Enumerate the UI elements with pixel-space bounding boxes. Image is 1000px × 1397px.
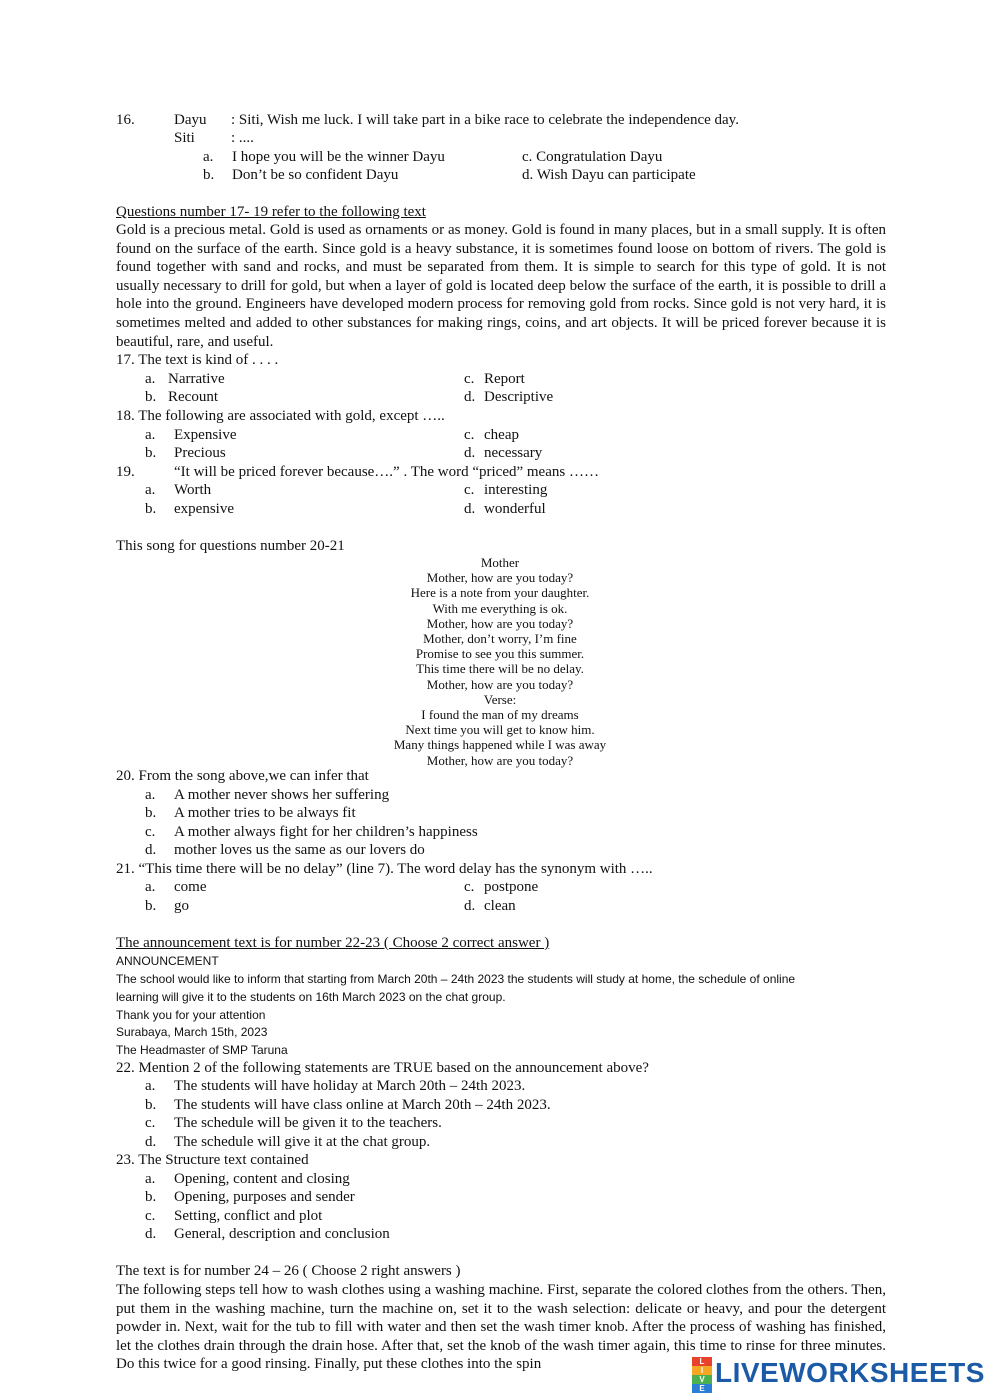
q16-option-a[interactable]: I hope you will be the winner Dayu — [232, 149, 445, 165]
song-line: Promise to see you this summer. — [415, 646, 585, 662]
song-line: Mother, how are you today? — [426, 570, 574, 586]
q19-option-d[interactable]: wonderful — [484, 501, 546, 517]
song-line: Mother, don’t worry, I’m fine — [423, 631, 577, 647]
q22-option-b-key: b. — [145, 1097, 157, 1113]
song-line: I found the man of my dreams — [421, 707, 579, 723]
q23-option-d-key: d. — [145, 1226, 157, 1242]
live-badge-icon — [692, 1357, 712, 1393]
q22-option-a-key: a. — [145, 1078, 156, 1094]
q23-option-d[interactable]: General, description and conclusion — [174, 1226, 390, 1242]
q22-option-d-key: d. — [145, 1134, 157, 1150]
q23-option-a-key: a. — [145, 1171, 156, 1187]
q23-option-c-key: c. — [145, 1208, 156, 1224]
q16-option-b-key: b. — [203, 167, 215, 183]
q16-speaker-siti: Siti — [174, 130, 195, 146]
q22-option-c-key: c. — [145, 1115, 156, 1131]
announcement-sender: The Headmaster of SMP Taruna — [116, 1043, 288, 1057]
q20-option-d[interactable]: mother loves us the same as our lovers do — [174, 842, 425, 858]
q18-option-b-key: b. — [145, 445, 157, 461]
q19-option-c[interactable]: interesting — [484, 482, 548, 498]
song-line: Many things happened while I was away — [393, 737, 607, 753]
q19-option-a[interactable]: Worth — [174, 482, 212, 498]
q22-option-d[interactable]: The schedule will give it at the chat group. — [174, 1134, 431, 1150]
song-intro: This song for questions number 20-21 — [116, 538, 345, 554]
q17-option-d-key: d. — [464, 389, 476, 405]
q19-option-d-key: d. — [464, 501, 476, 517]
q20-option-c-key: c. — [145, 824, 156, 840]
q18-option-c-key: c. — [464, 427, 475, 443]
song-line: Verse: — [483, 691, 517, 707]
q17-option-c[interactable]: Report — [484, 371, 525, 387]
announcement-thanks: Thank you for your attention — [116, 1008, 266, 1022]
announcement-body-line1: The school would like to inform that starting from March 20th – 24th 2023 the students will study at home, the schedule of online — [116, 972, 796, 986]
q17-stem: 17. The text is kind of . . . . — [116, 352, 279, 368]
q20-option-c[interactable]: A mother always fight for her children’s happiness — [174, 824, 478, 840]
q20-option-b-key: b. — [145, 805, 157, 821]
song-line: Mother, how are you today? — [426, 615, 574, 631]
q21-option-c[interactable]: postpone — [484, 879, 539, 895]
q19-option-a-key: a. — [145, 482, 156, 498]
song-line: Mother — [480, 555, 520, 570]
q20-option-b[interactable]: A mother tries to be always fit — [174, 805, 356, 821]
q19-stem: “It will be priced forever because….” . The word “priced” means …… — [174, 464, 599, 480]
q18-option-d[interactable]: necessary — [484, 445, 543, 461]
q22-option-b[interactable]: The students will have class online at March 20th – 24th 2023. — [174, 1097, 551, 1113]
q17-option-b-key: b. — [145, 389, 157, 405]
q19-option-c-key: c. — [464, 482, 475, 498]
q22-option-c[interactable]: The schedule will be given it to the teachers. — [174, 1115, 442, 1131]
q21-option-a-key: a. — [145, 879, 156, 895]
q21-stem: 21. “This time there will be no delay” (line 7). The word delay has the synonym with ….. — [116, 861, 653, 877]
q21-option-c-key: c. — [464, 879, 475, 895]
q16-option-a-key: a. — [203, 149, 214, 165]
q18-stem: 18. The following are associated with gold, except ….. — [116, 408, 445, 424]
q21-option-d-key: d. — [464, 898, 476, 914]
q18-option-a[interactable]: Expensive — [174, 427, 237, 443]
badge-letter: L — [692, 1357, 712, 1366]
q17-option-a[interactable]: Narrative — [168, 371, 225, 387]
song-line: With me everything is ok. — [432, 600, 568, 616]
passage3-text: The following steps tell how to wash clothes using a washing machine. First, separate the colored clothes from the others. Then, put them in the washing machine, turn the machine on, set it to the wash selection: delicate or heavy, and pour the detergent powder in. Next, wait for the tub to fill with water and then set the wash timer knob. After the process of washing has finished, let the clothes drain through the drain hose. After that, set the knob of the wash timer again, this time to rinse for three minutes. Do this twice for a good rinsing. Finally, put these clothes into the spin — [116, 1282, 886, 1373]
announcement-title: ANNOUNCEMENT — [116, 954, 219, 968]
badge-letter: V — [692, 1375, 712, 1384]
q19-option-b-key: b. — [145, 501, 157, 517]
song-line: This time there will be no delay. — [416, 661, 584, 677]
q23-option-b-key: b. — [145, 1189, 157, 1205]
q22-option-a[interactable]: The students will have holiday at March 20th – 24th 2023. — [174, 1078, 526, 1094]
q16-line-siti: : .... — [231, 130, 254, 146]
passage3-heading: The text is for number 24 – 26 ( Choose 2 right answers ) — [116, 1263, 461, 1279]
song-line: Here is a note from your daughter. — [410, 585, 590, 601]
q17-option-b[interactable]: Recount — [168, 389, 218, 405]
liveworksheets-logo[interactable] — [692, 1356, 985, 1393]
passage1-text: Gold is a precious metal. Gold is used as ornaments or as money. Gold is found in many places, but in a small supply. It is often found on the surface of the earth. Since gold is a heavy substance, it is sometimes found loose on bottom of rivers. The gold is found together with sand and rocks, and must be separated from them. It is simple to search for this type of gold. It is not usually necessary to drill for gold, but when a layer of gold is located deep below the surface of the earth, it is possible to drill a hole into the ground. Engineers have developed modern process for removing gold from rocks. Since gold is not very hard, it is sometimes melted and added to other substances for making rings, coins, and art objects. It will be priced forever because it is beautiful, rare, and useful. — [116, 222, 886, 350]
q18-option-a-key: a. — [145, 427, 156, 443]
q16-option-d[interactable]: d. Wish Dayu can participate — [522, 167, 696, 183]
q16-option-c[interactable]: c. Congratulation Dayu — [522, 149, 663, 165]
q23-option-b[interactable]: Opening, purposes and sender — [174, 1189, 355, 1205]
q21-option-b-key: b. — [145, 898, 157, 914]
q22-stem: 22. Mention 2 of the following statements are TRUE based on the announcement above? — [116, 1060, 649, 1076]
song-lyrics — [350, 555, 650, 768]
q16-line-dayu: : Siti, Wish me luck. I will take part in a bike race to celebrate the independence day. — [231, 112, 739, 128]
q20-option-d-key: d. — [145, 842, 157, 858]
liveworksheets-wordmark: LIVEWORKSHEETS — [715, 1357, 985, 1388]
q19-option-b[interactable]: expensive — [174, 501, 234, 517]
song-line: Mother, how are you today? — [426, 752, 574, 768]
badge-letter: E — [692, 1384, 712, 1393]
q21-option-b[interactable]: go — [174, 898, 189, 914]
announcement-body-line2: learning will give it to the students on 16th March 2023 on the chat group. — [116, 990, 506, 1004]
song-line: Next time you will get to know him. — [405, 722, 595, 738]
q20-option-a[interactable]: A mother never shows her suffering — [174, 787, 390, 803]
q16-option-b[interactable]: Don’t be so confident Dayu — [232, 167, 399, 183]
q20-option-a-key: a. — [145, 787, 156, 803]
announcement-place-date: Surabaya, March 15th, 2023 — [116, 1025, 268, 1039]
q19-number: 19. — [116, 464, 135, 480]
q23-option-a[interactable]: Opening, content and closing — [174, 1171, 350, 1187]
q18-option-d-key: d. — [464, 445, 476, 461]
q16-number: 16. — [116, 112, 135, 128]
badge-letter: I — [692, 1366, 712, 1375]
q17-option-d[interactable]: Descriptive — [484, 389, 554, 405]
q21-option-d[interactable]: clean — [484, 898, 516, 914]
q21-option-a[interactable]: come — [174, 879, 207, 895]
announcement-heading: The announcement text is for number 22-23 ( Choose 2 correct answer ) — [116, 935, 550, 951]
q17-option-a-key: a. — [145, 371, 156, 387]
passage1-heading: Questions number 17- 19 refer to the following text — [116, 204, 426, 220]
q23-option-c[interactable]: Setting, conflict and plot — [174, 1208, 323, 1224]
q18-option-c[interactable]: cheap — [484, 427, 519, 443]
q16-speaker-dayu: Dayu — [174, 112, 207, 128]
q20-stem: 20. From the song above,we can infer that — [116, 768, 369, 784]
q18-option-b[interactable]: Precious — [174, 445, 226, 461]
song-line: Mother, how are you today? — [426, 676, 574, 692]
q23-stem: 23. The Structure text contained — [116, 1152, 309, 1168]
q17-option-c-key: c. — [464, 371, 475, 387]
